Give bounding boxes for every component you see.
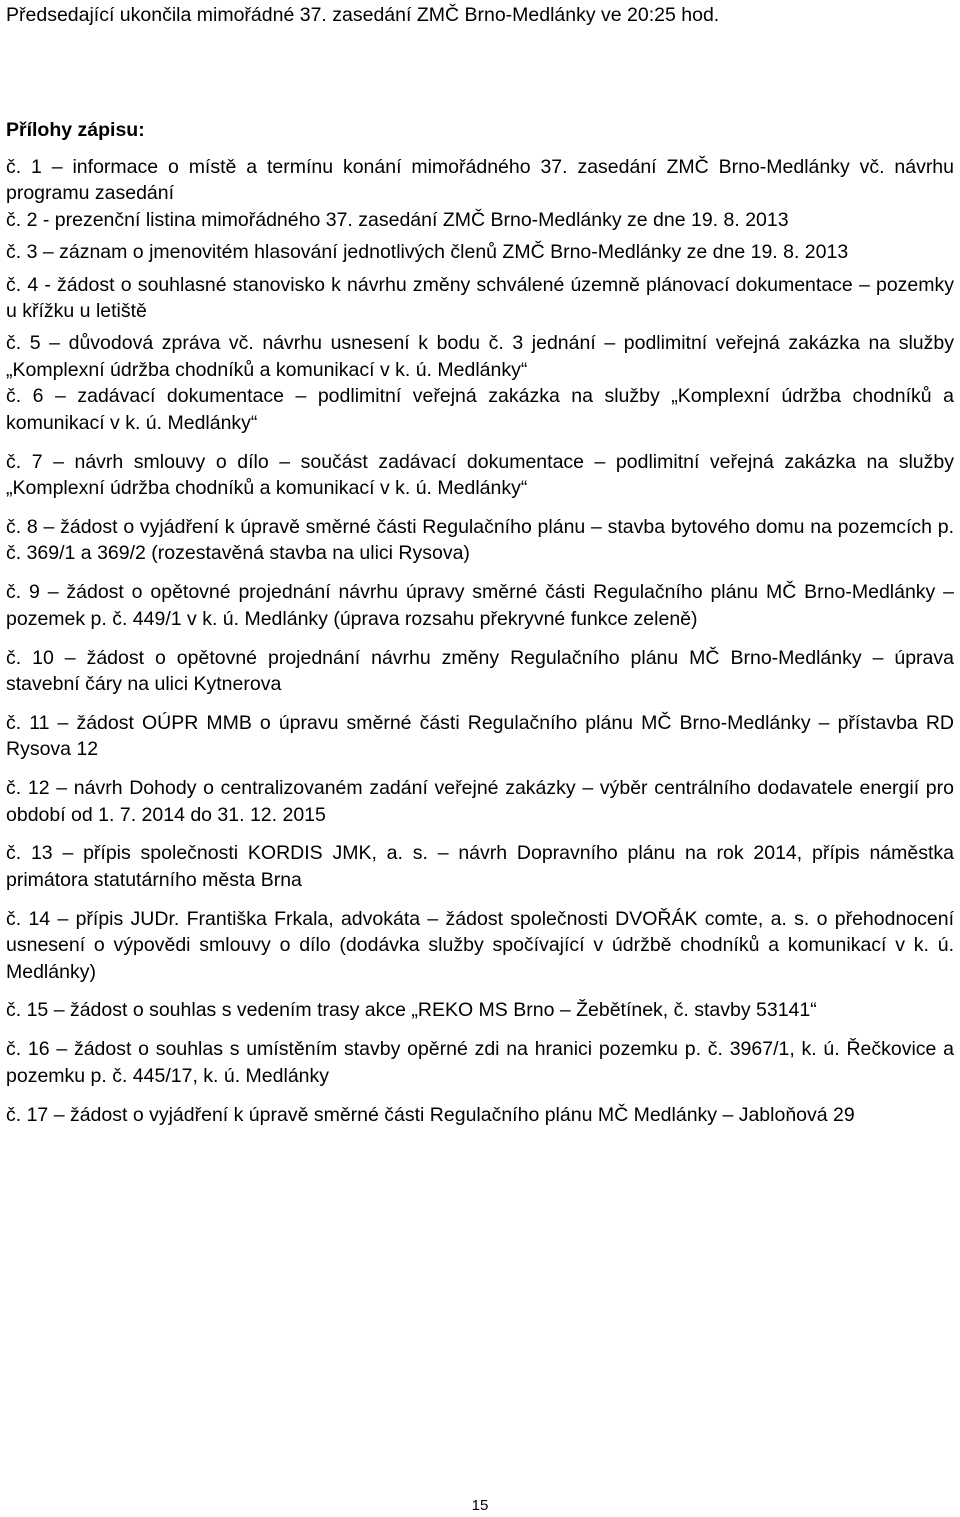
attachment-item-3: č. 3 – záznam o jmenovitém hlasování jednotlivých členů ZMČ Brno-Medlánky ze dne 19. 8. 2013: [6, 241, 849, 264]
attachment-item-5: č. 5 – důvodová zpráva vč. návrhu usnesení k bodu č. 3 jednání – podlimitní veřejná zakázka na služby „Komplexní údržba chodníků a komunikací v k. ú. Medlánky“: [6, 332, 954, 381]
attachment-item-12: č. 12 – návrh Dohody o centralizovaném zadání veřejné zakázky – výběr centrálního dodavatele energií pro období od 1. 7. 2014 do 31. 12. 2015: [6, 777, 954, 826]
attachments-heading: Přílohy zápisu:: [6, 119, 145, 141]
attachment-item-17: č. 17 – žádost o vyjádření k úpravě směrné části Regulačního plánu MČ Medlánky – Jabloňová 29: [6, 1103, 855, 1126]
attachment-item-1: č. 1 – informace o místě a termínu konání mimořádného 37. zasedání ZMČ Brno-Medlánky vč. návrhu programu zasedání: [6, 156, 954, 205]
attachment-item-11: č. 11 – žádost OÚPR MMB o úpravu směrné části Regulačního plánu MČ Brno-Medlánky – přístavba RD Rysova 12: [6, 711, 954, 761]
attachments-list: [6, 154, 954, 1141]
attachment-item-14: č. 14 – přípis JUDr. Františka Frkala, advokáta – žádost společnosti DVOŘÁK comte, a. s. o přehodnocení usnesení o výpovědi smlouvy o dílo (dodávka služby spočívající v údržbě chodníků a komunikací v k. ú. Medlánky): [6, 907, 954, 983]
page-number: 15: [471, 1497, 489, 1514]
attachment-item-4: č. 4 - žádost o souhlasné stanovisko k návrhu změny schválené územně plánovací dokumentace – pozemky u křížku u letiště: [6, 273, 954, 323]
attachment-item-13: č. 13 – přípis společnosti KORDIS JMK, a. s. – návrh Dopravního plánu na rok 2014, přípis náměstka primátora statutárního města Brna: [6, 842, 954, 891]
attachment-item-9: č. 9 – žádost o opětovné projednání návrhu úpravy směrné části Regulačního plánu MČ Brno-Medlánky – pozemek p. č. 449/1 v k. ú. Medlánky (úprava rozsahu překryvné funkce zeleně): [6, 581, 954, 630]
attachment-item-6: č. 6 – zadávací dokumentace – podlimitní veřejná zakázka na služby „Komplexní údržba chodníků a komunikací v k. ú. Medlánky“: [6, 385, 954, 434]
attachment-item-10: č. 10 – žádost o opětovné projednání návrhu změny Regulačního plánu MČ Brno-Medlánky – úprava stavební čáry na ulici Kytnerova: [6, 646, 954, 695]
attachment-item-7: č. 7 – návrh smlouvy o dílo – součást zadávací dokumentace – podlimitní veřejná zakázka na služby „Komplexní údržba chodníků a komunikací v k. ú. Medlánky“: [6, 450, 954, 499]
attachment-item-8: č. 8 – žádost o vyjádření k úpravě směrné části Regulačního plánu – stavba bytového domu na pozemcích p. č. 369/1 a 369/2 (rozestavěná stavba na ulici Rysova): [6, 515, 954, 565]
closing-statement: Předsedající ukončila mimořádné 37. zasedání ZMČ Brno-Medlánky ve 20:25 hod.: [6, 4, 720, 26]
attachment-item-16: č. 16 – žádost o souhlas s umístěním stavby opěrné zdi na hranici pozemku p. č. 3967/1, k. ú. Řečkovice a pozemku p. č. 445/17, k. ú. Medlánky: [6, 1038, 954, 1087]
attachment-item-2: č. 2 - prezenční listina mimořádného 37. zasedání ZMČ Brno-Medlánky ze dne 19. 8. 2013: [6, 208, 789, 231]
attachment-item-15: č. 15 – žádost o souhlas s vedením trasy akce „REKO MS Brno – Žebětínek, č. stavby 53141“: [6, 999, 817, 1022]
